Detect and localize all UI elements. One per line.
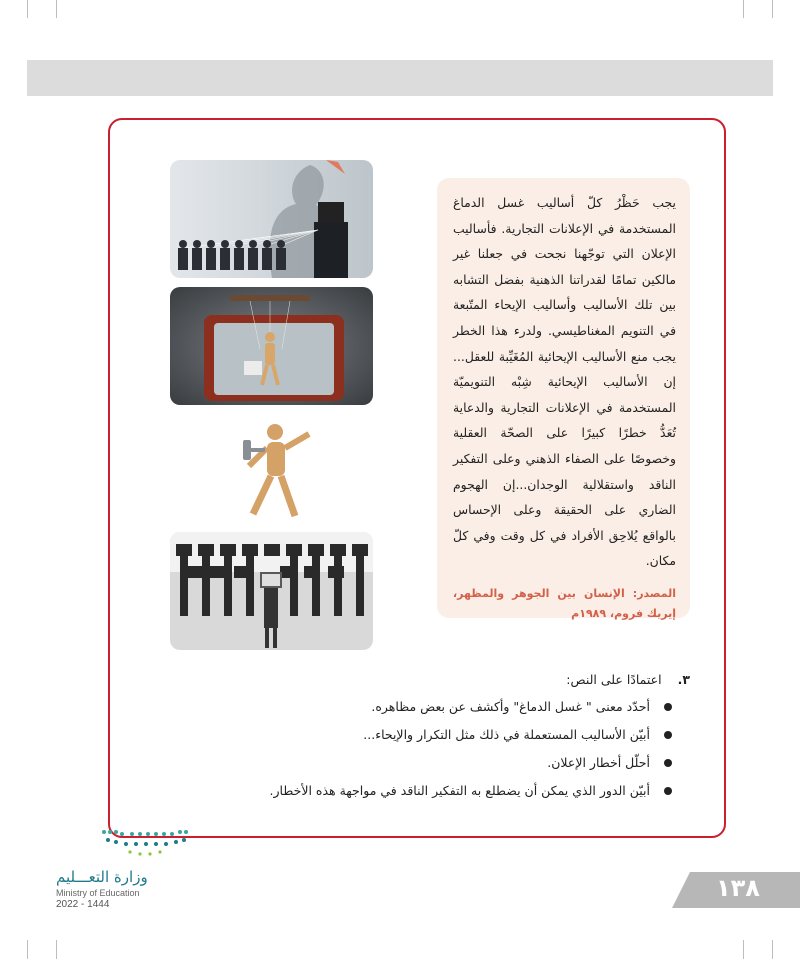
bullet-text: أبيّن الأساليب المستعملة في ذلك مثل التكرار والإيحاء... xyxy=(363,727,650,742)
question-block xyxy=(170,667,690,805)
crop-mark xyxy=(772,0,773,18)
passage-source: المصدر: الإنسان بين الجوهر والمظهر، إيريك فروم، ١٩٨٩م xyxy=(453,586,676,620)
bullet-text: أحدّد معنى " غسل الدماغ" وأكشف عن بعض مظاهره. xyxy=(371,699,650,714)
question-bullet xyxy=(170,777,690,805)
image-windup-mannequin xyxy=(205,418,335,522)
image-puppeteer-crowd xyxy=(170,160,373,278)
header-band xyxy=(27,60,773,96)
crop-mark xyxy=(743,940,744,959)
bullet-dot-icon xyxy=(664,787,672,795)
crop-mark xyxy=(56,0,57,18)
question-bullet xyxy=(170,693,690,721)
image-tv-heads-crowd xyxy=(170,532,373,650)
crop-mark xyxy=(27,940,28,959)
bullet-dot-icon xyxy=(664,703,672,711)
ministry-name-arabic: وزارة التعـــليم xyxy=(56,868,148,886)
bullet-dot-icon xyxy=(664,759,672,767)
ministry-logo-dots-icon xyxy=(100,826,192,860)
passage-text: يجب حَظْرُ كلّ أساليب غسل الدماغ المستخدمة في الإعلانات التجارية. فأساليب الإعلان التي توجّهنا نجحت في جعلنا غير مالكين تمامًا لقدراتنا الذهنية بفضل التشابه بين تلك الأساليب وأساليب الإيحاء المتّبعة في التنويم المغناطيسي. ولدرء هذا الخطر يجب منع الأساليب الإيحائية المُغَيِّبة للعقل... إن الأساليب الإيحائية شِبْه التنويميّة المستخدمة في الإعلانات التجارية والدعاية تُعَدُّ خطرًا كبيرًا على الصحّة العقلية وخصوصًا على الصفاء الذهني وعلى التفكير الناقد واستقلالية الوجدان...إن الهجوم الضاري على الحقيقة وعلى الإحساس بالواقع يُلاحِق الأفراد في كل وقت وفي كلّ مكان. xyxy=(453,195,676,569)
question-bullet xyxy=(170,721,690,749)
question-heading xyxy=(170,667,690,693)
question-bullet xyxy=(170,749,690,777)
question-intro: اعتمادًا على النص: xyxy=(566,672,662,687)
bullet-dot-icon xyxy=(664,731,672,739)
ministry-name-english: Ministry of Education xyxy=(56,888,140,898)
edition-year: 2022 - 1444 xyxy=(56,899,110,910)
bullet-text: أبيّن الدور الذي يمكن أن يضطلع به التفكير الناقد في مواجهة هذه الأخطار. xyxy=(269,783,650,798)
crop-mark xyxy=(743,0,744,18)
crop-mark xyxy=(56,940,57,959)
question-number: ٣. xyxy=(677,672,690,687)
image-tv-puppet xyxy=(170,287,373,405)
crop-mark xyxy=(27,0,28,18)
bullet-text: أحلّل أخطار الإعلان. xyxy=(547,755,650,770)
crop-mark xyxy=(772,940,773,959)
passage-box xyxy=(437,178,690,618)
page-number: ١٣٨ xyxy=(716,874,760,902)
